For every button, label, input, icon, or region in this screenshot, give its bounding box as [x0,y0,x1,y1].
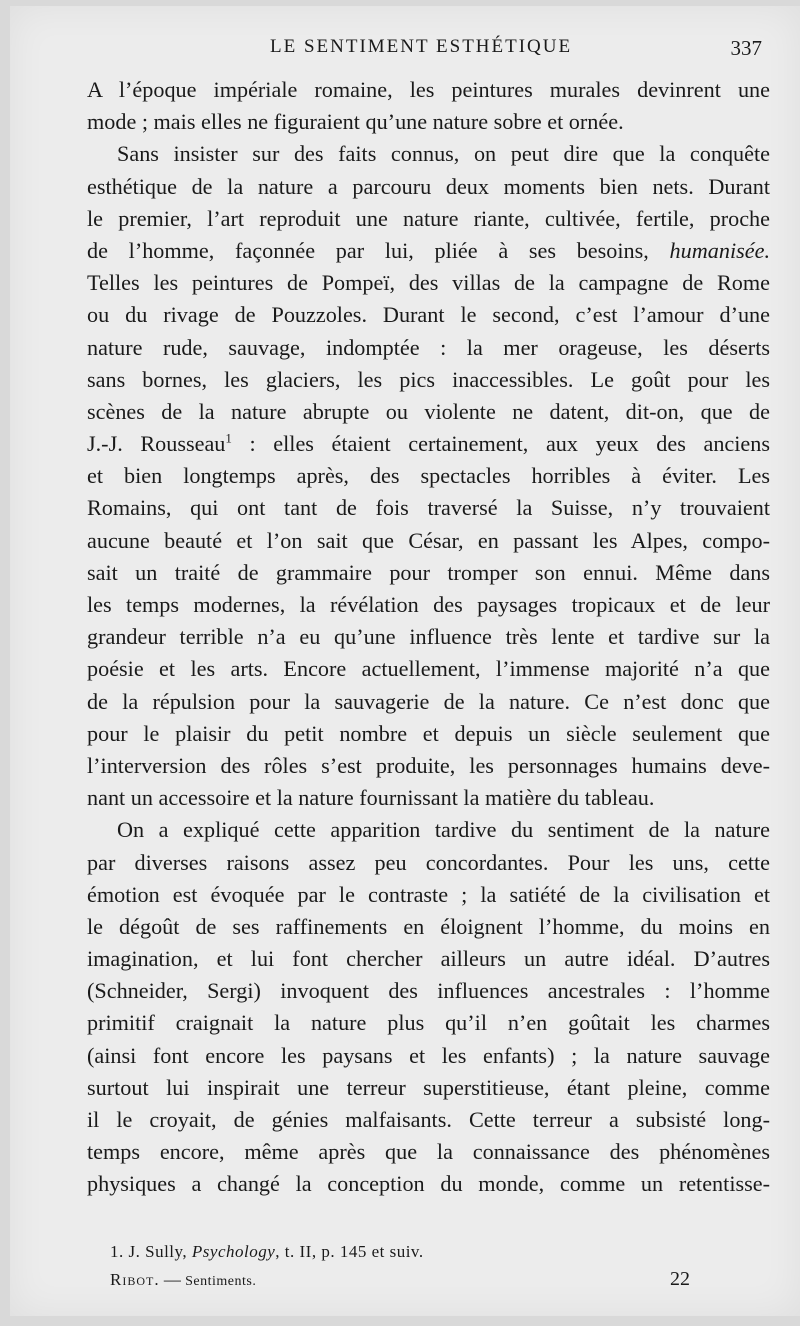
text-line: primitif craignait la nature plus qu’il n’en goûtait les charmes [87,1010,770,1036]
text-line: émotion est évoquée par le contraste ; la satiété de la civilisation et [87,881,770,907]
footnote-marker: 1 [225,430,232,446]
text-line: scènes de la nature abrupte ou violente ne datent, dit-on, que de [87,398,770,424]
text-line: aucune beauté et l’on sait que César, en passant les Alpes, compo- [87,527,770,553]
text-line: nant un accessoire et la nature fournissant la matière du tableau. [87,785,655,811]
text-line: il le croyait, de génies malfaisants. Cette terreur a subsisté long- [87,1107,770,1132]
text-line: poésie et les arts. Encore actuellement, l’immense majorité n’a que [87,656,770,682]
text-line: physiques a changé la conception du monde, comme un retentisse- [87,1171,770,1197]
paragraph-start-line: On a expliqué cette apparition tardive du sentiment de la nature [117,817,770,843]
signature-dash: — [159,1270,186,1289]
text-line: ou du rivage de Pouzzoles. Durant le second, c’est l’amour d’une [87,302,770,328]
footnote-author: J. Sully, [123,1242,192,1261]
text-line: et bien longtemps après, des spectacles horribles à éviter. Les [87,463,770,489]
text-line: esthétique de la nature a parcouru deux moments bien nets. Durant [87,173,770,199]
running-title: LE SENTIMENT ESTHÉTIQUE [270,36,573,57]
text-line: imagination, et lui font chercher ailleurs un autre idéal. D’autres [87,946,770,972]
signature-work: Sentiments. [185,1274,257,1289]
text-line: mode ; mais elles ne figuraient qu’une nature sobre et ornée. [87,109,624,135]
running-head [10,36,770,66]
text-line: par diverses raisons assez peu concordantes. Pour les uns, cette [87,849,770,875]
text-line: de la répulsion pour la sauvagerie de la nature. Ce n’est donc que [87,688,770,714]
text-line: A l’époque impériale romaine, les peintures murales devinrent une [87,77,770,102]
text-line: pour le plaisir du petit nombre et depuis un siècle seulement que [87,720,770,746]
footnote-number: 1. [110,1242,124,1261]
text-line: Telles les peintures de Pompeï, des villas de la campagne de Rome [87,270,770,296]
paragraph-start-line: Sans insister sur des faits connus, on peut dire que la conquête [117,141,770,167]
text-line: Romains, qui ont tant de fois traversé la Suisse, n’y trouvaient [87,495,770,521]
body-text [87,74,770,1201]
text-line: temps encore, même après que la connaissance des phénomènes [87,1139,770,1165]
text-line: (Schneider, Sergi) invoquent des influences ancestrales : l’homme [87,978,770,1004]
text-line: l’interversion des rôles s’est produite, les personnages humains deve- [87,752,770,778]
printer-signature [110,1270,256,1290]
footnote-title: Psychology [191,1242,276,1261]
page-number: 337 [730,36,762,60]
text-line: sans bornes, les glaciers, les pics inaccessibles. Le goût pour les [87,366,770,392]
footnote-reference: , t. II, p. 145 et suiv. [275,1242,424,1261]
text-line: le premier, l’art reproduit une nature riante, cultivée, fertile, proche [87,205,770,231]
signature-sheet-number: 22 [670,1268,690,1290]
text-line: nature rude, sauvage, indomptée : la mer orageuse, les déserts [87,334,770,360]
text-line: les temps modernes, la révélation des paysages tropicaux et de leur [87,592,770,617]
text-fragment: : elles étaient certainement, aux yeux des anciens [231,431,771,457]
text-line [87,428,770,460]
footnote [110,1242,424,1262]
text-line: surtout lui inspirait une terreur superstitieuse, étant pleine, comme [87,1074,770,1100]
book-page [10,6,800,1316]
text-line [87,235,770,267]
text-fragment: de l’homme, façonnée par lui, pliée à ses besoins, [87,237,649,263]
text-line: grandeur terrible n’a eu qu’une influence très lente et tardive sur la [87,624,770,650]
emphasis-humanisee: humanisée. [669,237,770,263]
text-line: sait un traité de grammaire pour tromper son ennui. Même dans [87,559,770,585]
text-fragment: J.-J. Rousseau [87,431,226,457]
signature-author: Ribot. [110,1270,160,1289]
text-line: (ainsi font encore les paysans et les enfants) ; la nature sauvage [87,1042,770,1068]
text-line: le dégoût de ses raffinements en éloignent l’homme, du moins en [87,913,770,939]
